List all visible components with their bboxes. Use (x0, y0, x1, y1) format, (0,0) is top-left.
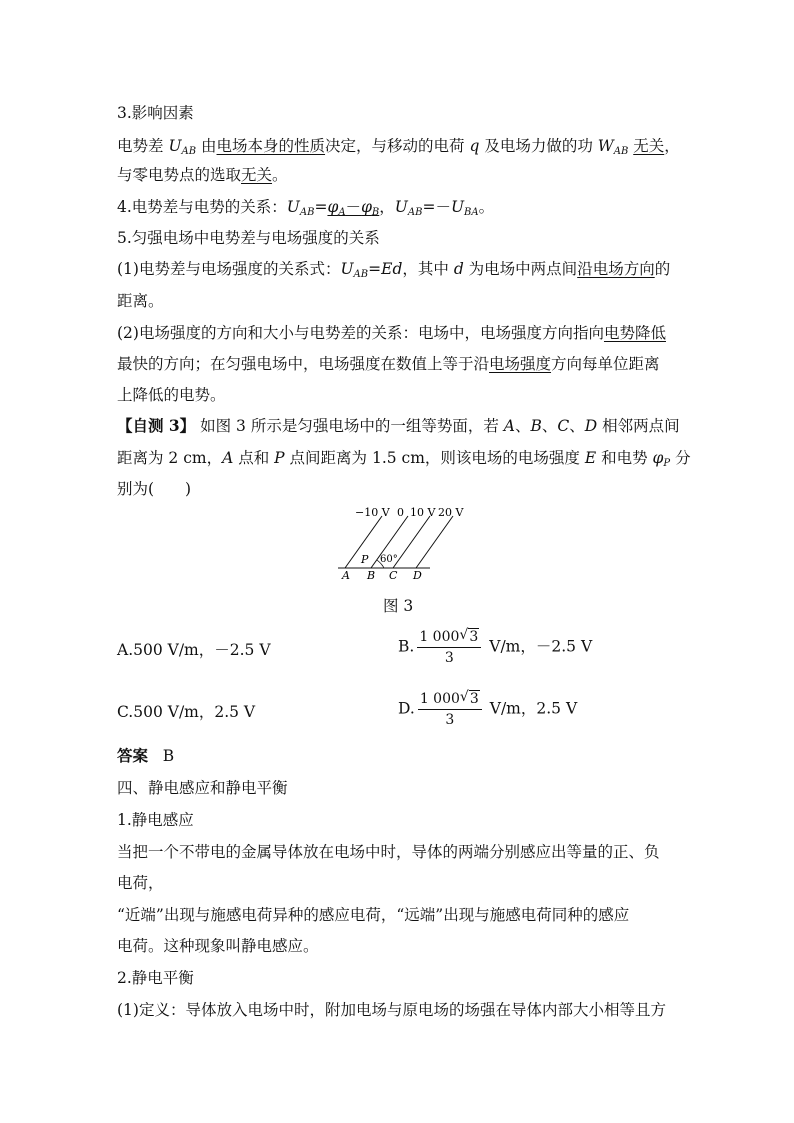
paragraph-induction-3: “近端”出现与施感电荷异种的感应电荷，“远端”出现与施感电荷同种的感应 (117, 906, 630, 924)
blank-answer: 电场本身的性质 (216, 137, 326, 155)
paragraph-zero-potential: 与零电势点的选取无关。 (117, 166, 288, 184)
angle-label: 60° (380, 554, 398, 565)
equipotential-figure (330, 502, 480, 582)
point-label: P (361, 553, 369, 566)
paragraph-induction-4: 电荷。这种现象叫静电感应。 (117, 937, 319, 955)
question-3-line-2: 距离为 2 cm，A 点和 P 点间距离为 1.5 cm，则该电场的电场强度 E 和电势 $\varphi_P$ 分 (117, 449, 691, 469)
equipotential-line (393, 516, 430, 568)
potential-label: 0 (397, 506, 404, 519)
paragraph-equilibrium-1: (1)定义：导体放入电场中时，附加电场与原电场的场强在导体内部大小相等且方 (117, 1001, 666, 1019)
answer-value: B (162, 747, 175, 765)
answer-label: 答案 (117, 746, 149, 765)
option-d: D. 1 000 √ 3 3 V/m，2.5 V (398, 689, 578, 728)
option-c: C.500 V/m，2.5 V (117, 703, 256, 721)
blank-answer: 无关 (241, 166, 273, 184)
answer-line (117, 746, 174, 766)
potential-label: −10 V (355, 506, 390, 519)
section-4-relation: 4.电势差与电势的关系：$U_{AB}=\varphi_A-\varphi_B$，$U_{AB}=-U_{BA}$。 (117, 198, 495, 218)
equipotential-line (416, 516, 453, 568)
option-b: B. 1 000 √ 3 3 V/m，－2.5 V (398, 627, 593, 666)
section-3-title: 3.影响因素 (117, 104, 194, 122)
blank-answer: 无关 (633, 137, 665, 155)
section-four-1-title: 1.静电感应 (117, 811, 194, 829)
paragraph-5-1: (1)电势差与电场强度的关系式：$U_{AB}=Ed$，其中 d 为电场中两点间沿电场方向的 (117, 260, 671, 280)
question-3-line-1: 【自测 3】 如图 3 所示是匀强电场中的一组等势面，若 A、B、C、D 相邻两点间 (117, 416, 680, 435)
paragraph-induction-2: 电荷， (117, 874, 164, 892)
option-a: A.500 V/m，－2.5 V (117, 641, 271, 659)
section-5-title: 5.匀强电场中电势差与电场强度的关系 (117, 229, 380, 247)
paragraph-5-1-cont: 距离。 (117, 292, 164, 310)
figure-caption: 图 3 (383, 597, 414, 615)
blank-answer: 电势降低 (603, 324, 666, 342)
fraction: 1 000 √ 3 3 (418, 690, 482, 729)
paragraph-5-2: (2)电场强度的方向和大小与电势差的关系：电场中，电场强度方向指向电势降低 (117, 324, 666, 342)
blank-answer: 沿电场方向 (577, 260, 655, 278)
question-3-line-3: 别为( ) (117, 480, 192, 498)
fraction: 1 000 √ 3 3 (417, 628, 481, 667)
point-label: B (367, 569, 376, 582)
point-label: D (413, 569, 422, 582)
point-label: C (389, 569, 398, 582)
paragraph-5-2-cont: 最快的方向；在匀强电场中，电场强度在数值上等于沿电场强度方向每单位距离 (117, 355, 660, 373)
potential-label: 10 V (410, 506, 436, 519)
paragraph-influence-factors: 电势差 $U_{AB}$ 由电场本身的性质决定，与移动的电荷 q 及电场力做的功 $W_{AB}$ 无关， (117, 137, 680, 157)
potential-label: 20 V (438, 506, 464, 519)
blank-answer: 电场强度 (489, 355, 552, 373)
section-four-2-title: 2.静电平衡 (117, 969, 194, 987)
section-four-title: 四、静电感应和静电平衡 (117, 779, 288, 797)
paragraph-induction-1: 当把一个不带电的金属导体放在电场中时，导体的两端分别感应出等量的正、负 (117, 843, 660, 861)
question-label: 【自测 3】 (117, 416, 196, 435)
paragraph-5-2-end: 上降低的电势。 (117, 386, 226, 404)
point-label: A (342, 569, 350, 582)
blank-answer: $\varphi_A-\varphi_B$ (327, 198, 380, 218)
